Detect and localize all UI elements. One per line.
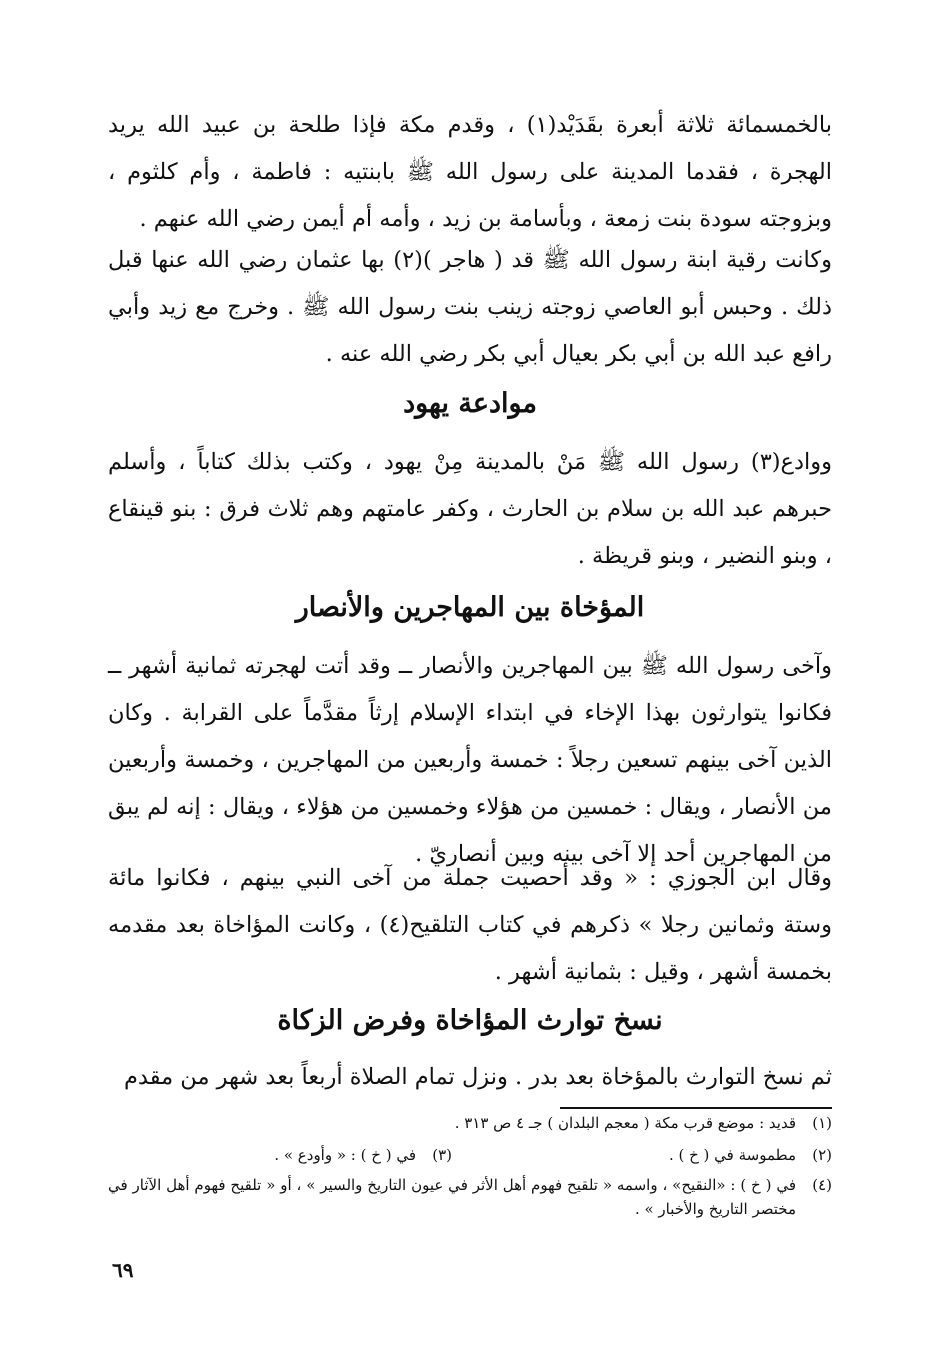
- page-number: ٦٩: [112, 1258, 134, 1282]
- section-heading-naskh: نسخ توارث المؤاخاة وفرض الزكاة: [277, 1005, 663, 1036]
- footnote-divider: [560, 1107, 832, 1109]
- paragraph-4: وآخى رسول الله ﷺ بين المهاجرين والأنصار ــ وقد أتت لهجرته ثمانية أشهر ــ فكانوا يتوارثون بهذا الإخاء في ابتداء الإسلام إرثاً مقدَّماً على القرابة . وكان الذين آخى بينهم تسعين رجلاً : خمسة وأربعين من المهاجرين ، وخمسة وأربعين من الأنصار ، ويقال : خمسين من هؤلاء وخمسين من هؤلاء ، ويقال : إنه لم يبق من المهاجرين أحد إلا آخى بينه وبين أنصاريّ .: [108, 653, 832, 867]
- footnote-text: في ( خ ) : «النقيح» ، واسمه « تلقيح فهوم أهل الأثر في عيون التاريخ والسير » ، أو « تلقيح فهوم أهل الآثار في مختصر التاريخ والأخبار » .: [108, 1176, 796, 1218]
- section-heading-muwada: موادعة يهود: [403, 388, 537, 419]
- section-heading-muakhat: المؤخاة بين المهاجرين والأنصار: [295, 592, 645, 623]
- paragraph-1: بالخمسمائة ثلاثة أبعرة بقَدَيْد(١) ، وقدم مكة فإذا طلحة بن عبيد الله يريد الهجرة ، فقدما المدينة على رسول الله ﷺ بابنتيه : فاطمة ، وأم كلثوم ، وبزوجته سودة بنت زمعة ، وبأسامة بن زيد ، وأمه أم أيمن رضي الله عنهم .: [108, 112, 832, 232]
- footnote-text: قديد : موضع قرب مكة ( معجم البلدان ) جـ ٤ ص ٣١٣ .: [454, 1114, 796, 1132]
- footnote-text: مطموسة في ( خ ) .: [668, 1146, 796, 1164]
- footnote-number: (٤): [812, 1176, 832, 1194]
- footnote-number: (٣): [432, 1146, 452, 1164]
- paragraph-5: وقال ابن الجوزي : « وقد أحصيت جملة من آخى النبي بينهم ، فكانوا مائة وستة وثمانين رجلا » ذكرهم في كتاب التلقيح(٤) ، وكانت المؤاخاة بعد مقدمه بخمسة أشهر ، وقيل : بثمانية أشهر .: [108, 865, 833, 985]
- paragraph-2: وكانت رقية ابنة رسول الله ﷺ قد ( هاجر )(٢) بها عثمان رضي الله عنها قبل ذلك . وحبس أبو العاصي زوجته زينب بنت رسول الله ﷺ . وخرج مع زيد وأبي رافع عبد الله بن أبي بكر بعيال أبي بكر رضي الله عنه .: [108, 247, 832, 367]
- footnote-number: (٢): [812, 1146, 832, 1164]
- paragraph-6: ثم نسخ التوارث بالمؤخاة بعد بدر . ونزل تمام الصلاة أربعاً بعد شهر من مقدم: [123, 1064, 832, 1090]
- paragraph-3: ووادع(٣) رسول الله ﷺ مَنْ بالمدينة مِنْ يهود ، وكتب بذلك كتاباً ، وأسلم حبرهم عبد الله بن سلام بن الحارث ، وكفر عامتهم وهم ثلاث فرق : بنو قينقاع ، وبنو النضير ، وبنو قريظة .: [108, 449, 832, 569]
- footnote-text: في ( خ ) : « وأودع » .: [274, 1146, 416, 1164]
- footnote-number: (١): [812, 1114, 832, 1132]
